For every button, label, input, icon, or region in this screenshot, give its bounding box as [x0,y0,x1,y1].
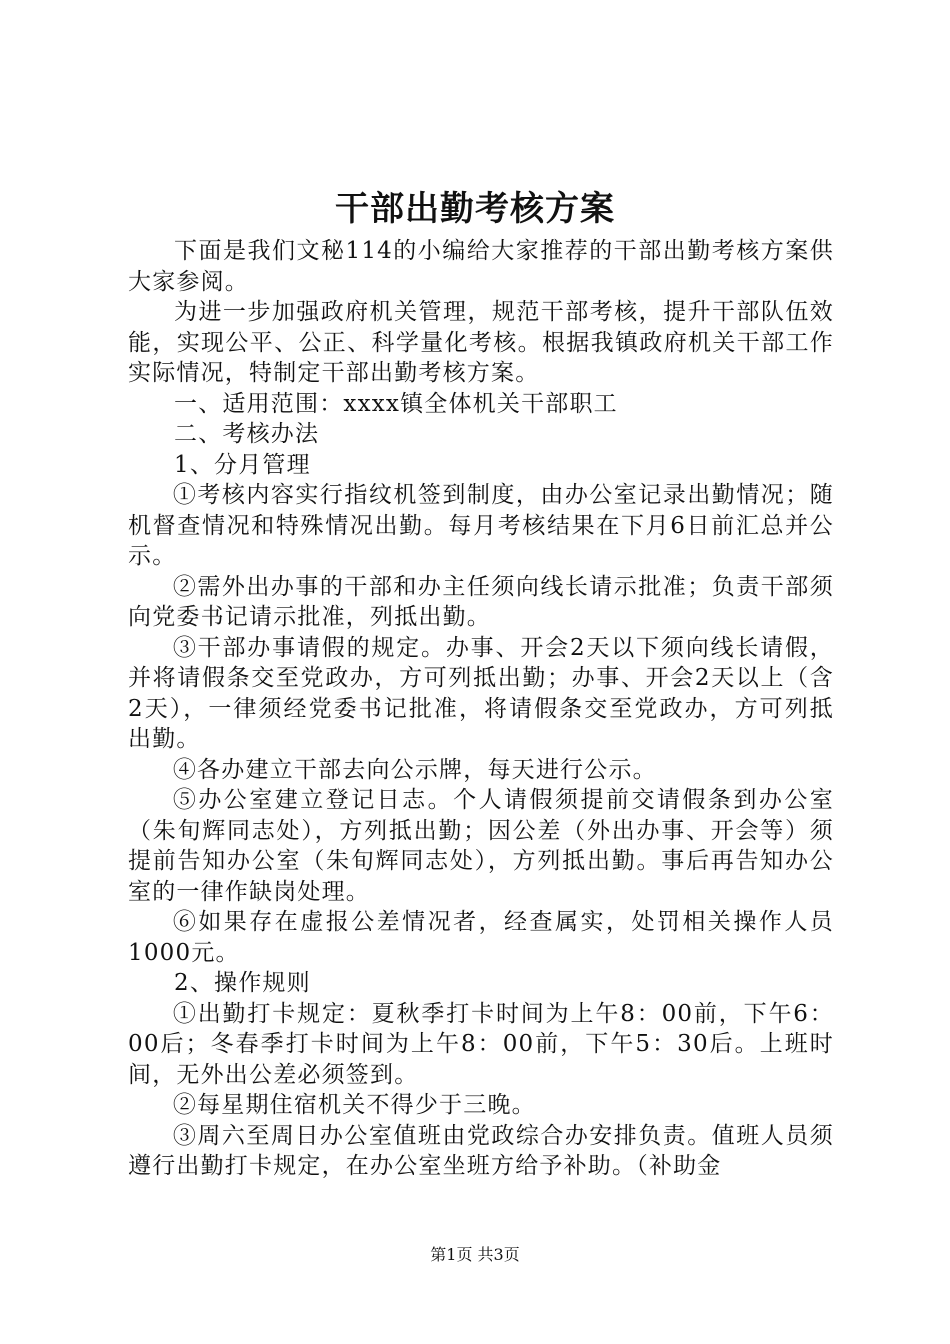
paragraph-intro: 下面是我们文秘114的小编给大家推荐的干部出勤考核方案供大家参阅。 [128,238,834,295]
paragraph-rule-1: ①出勤打卡规定：夏秋季打卡时间为上午8：00前，下午6：00后；冬春季打卡时间为上午8：00前，下午5：30后。上班时间，无外出公差必须签到。 [128,1000,834,1088]
page-footer: 第1页 共3页 [430,1245,520,1264]
paragraph-item-1: ①考核内容实行指纹机签到制度，由办公室记录出勤情况；随机督查情况和特殊情况出勤。每月考核结果在下月6日前汇总并公示。 [128,482,834,569]
document-title: 干部出勤考核方案 [335,189,615,229]
paragraph-monthly-heading: 1、分月管理 [174,451,311,478]
paragraph-item-4: ④各办建立干部去向公示牌，每天进行公示。 [172,756,657,783]
paragraph-rule-2: ②每星期住宿机关不得少于三晚。 [172,1092,536,1118]
paragraph-scope: 一、适用范围：xxxx镇全体机关干部职工 [174,390,618,417]
paragraph-rule-3: ③周六至周日办公室值班由党政综合办安排负责。值班人员须遵行出勤打卡规定，在办公室坐班方给予补助。（补助金 [128,1122,834,1179]
paragraph-item-5: ⑤办公室建立登记日志。个人请假须提前交请假条到办公室（朱旬辉同志处），方列抵出勤；因公差（外出办事、开会等）须提前告知办公室（朱旬辉同志处），方列抵出勤。事后再告知办公室的一律作缺岗处理。 [128,787,834,905]
document-body [128,236,834,1182]
paragraph-item-6: ⑥如果存在虚报公差情况者，经查属实，处罚相关操作人员1000元。 [128,909,834,966]
paragraph-method-heading: 二、考核办法 [174,421,320,447]
paragraph-item-3: ③干部办事请假的规定。办事、开会2天以下须向线长请假，并将请假条交至党政办，方可列抵出勤；办事、开会2天以上（含2天），一律须经党委书记批准，将请假条交至党政办，方可列抵出勤。 [128,634,834,752]
paragraph-purpose: 为进一步加强政府机关管理，规范干部考核，提升干部队伍效能，实现公平、公正、科学量化考核。根据我镇政府机关干部工作实际情况，特制定干部出勤考核方案。 [128,299,834,386]
paragraph-item-2: ②需外出办事的干部和办主任须向线长请示批准；负责干部须向党委书记请示批准，列抵出勤。 [128,573,834,630]
paragraph-rules-heading: 2、操作规则 [174,970,311,996]
